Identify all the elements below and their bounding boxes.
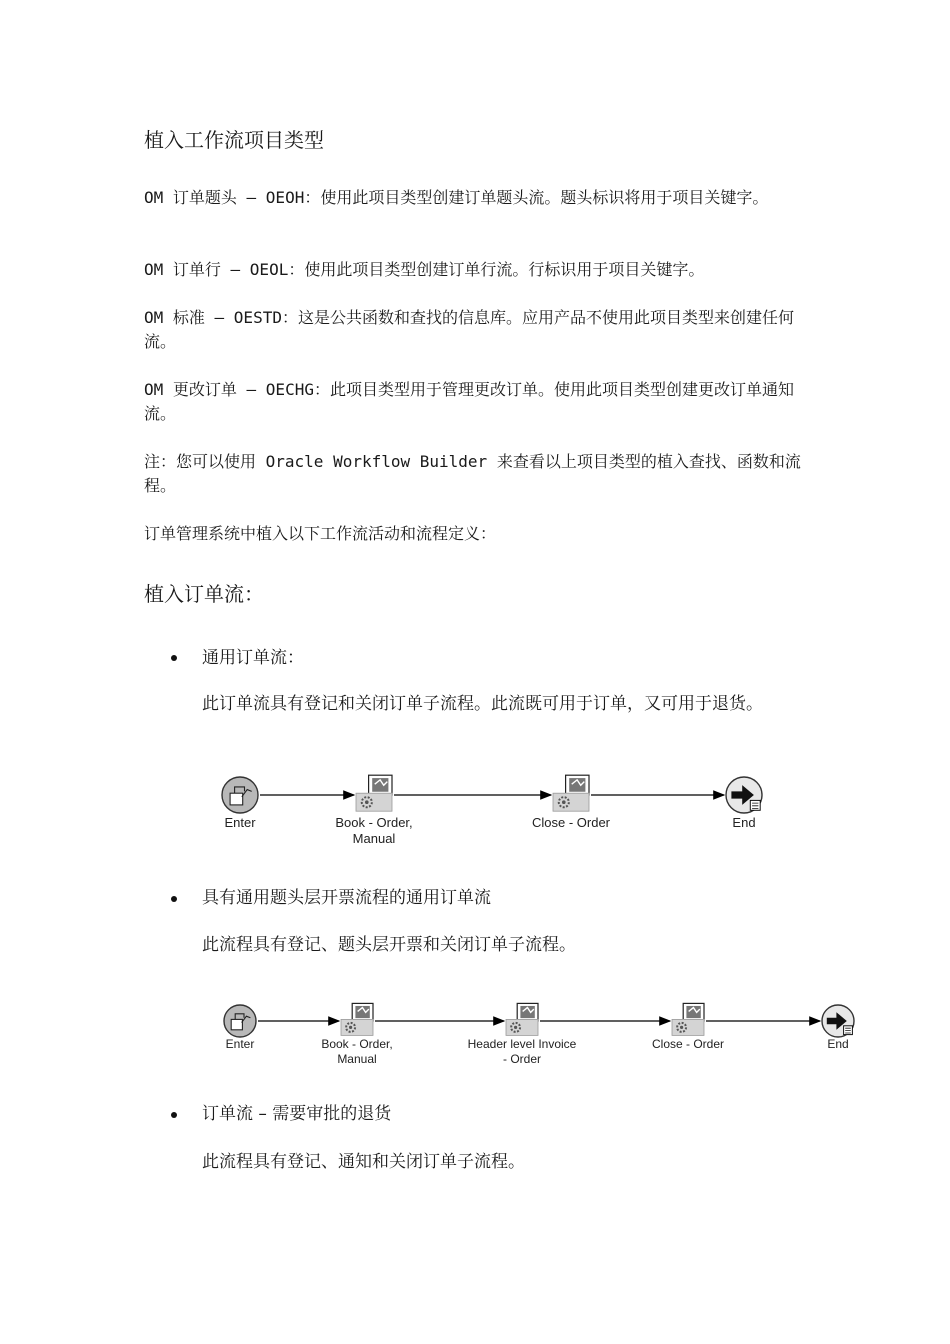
node-label: Enter	[224, 815, 256, 830]
node-label: Enter	[225, 1037, 255, 1051]
node-label: Header level Invoice	[467, 1037, 577, 1051]
workflow-diagram-generic-order	[0, 768, 950, 858]
node-label: - Order	[502, 1052, 542, 1066]
paragraph-intro: 订单管理系统中植入以下工作流活动和流程定义：	[144, 524, 497, 543]
process-node-icon	[672, 1003, 704, 1035]
flow-description-generic: 此订单流具有登记和关闭订单子流程。此流既可用于订单，又可用于退货。	[202, 694, 763, 714]
paragraph-oechg: OM 更改订单 – OECHG：此项目类型用于管理更改订单。使用此项目类型创建更改订单通知流。	[144, 380, 794, 423]
section-heading-item-types: 植入工作流项目类型	[144, 128, 324, 152]
start-node-icon	[224, 1005, 256, 1037]
bullet-dot	[171, 1112, 177, 1118]
paragraph-oeoh: OM 订单题头 – OEOH：使用此项目类型创建订单题头流。题头标识将用于项目关键字。	[144, 188, 769, 207]
paragraph-oestd: OM 标准 – OESTD：这是公共函数和查找的信息库。应用产品不使用此项目类型来创建任何流。	[144, 308, 794, 351]
node-label: Book - Order,	[321, 1037, 393, 1051]
process-node-icon	[506, 1003, 538, 1035]
bullet-dot	[171, 896, 177, 902]
node-label: Close - Order	[531, 815, 611, 830]
process-node-icon	[341, 1003, 373, 1035]
flow-title-header-invoice: 具有通用题头层开票流程的通用订单流	[202, 888, 491, 908]
start-node-icon	[222, 777, 258, 813]
node-label: End	[732, 815, 756, 830]
paragraph-note: 注：您可以使用 Oracle Workflow Builder 来查看以上项目类型的植入查找、函数和流程。	[144, 452, 801, 495]
node-label: Manual	[337, 1052, 377, 1066]
node-label: Book - Order,	[335, 815, 413, 830]
paragraph-oeol: OM 订单行 – OEOL：使用此项目类型创建订单行流。行标识用于项目关键字。	[144, 260, 705, 279]
bullet-dot	[171, 655, 177, 661]
end-node-icon	[726, 777, 762, 813]
process-node-icon	[553, 775, 589, 811]
node-label: Close - Order	[651, 1037, 725, 1051]
flow-description-header-invoice: 此流程具有登记、题头层开票和关闭订单子流程。	[202, 935, 576, 955]
workflow-diagram-header-invoice	[0, 998, 950, 1078]
process-node-icon	[356, 775, 392, 811]
section-heading-order-flows: 植入订单流：	[144, 582, 264, 606]
flow-title-return-approval: 订单流 – 需要审批的退货	[202, 1104, 392, 1124]
flow-title-generic: 通用订单流：	[202, 648, 304, 668]
node-label: Manual	[352, 831, 396, 846]
end-node-icon	[822, 1005, 854, 1037]
flow-description-return-approval: 此流程具有登记、通知和关闭订单子流程。	[202, 1152, 525, 1172]
node-label: End	[827, 1037, 849, 1051]
